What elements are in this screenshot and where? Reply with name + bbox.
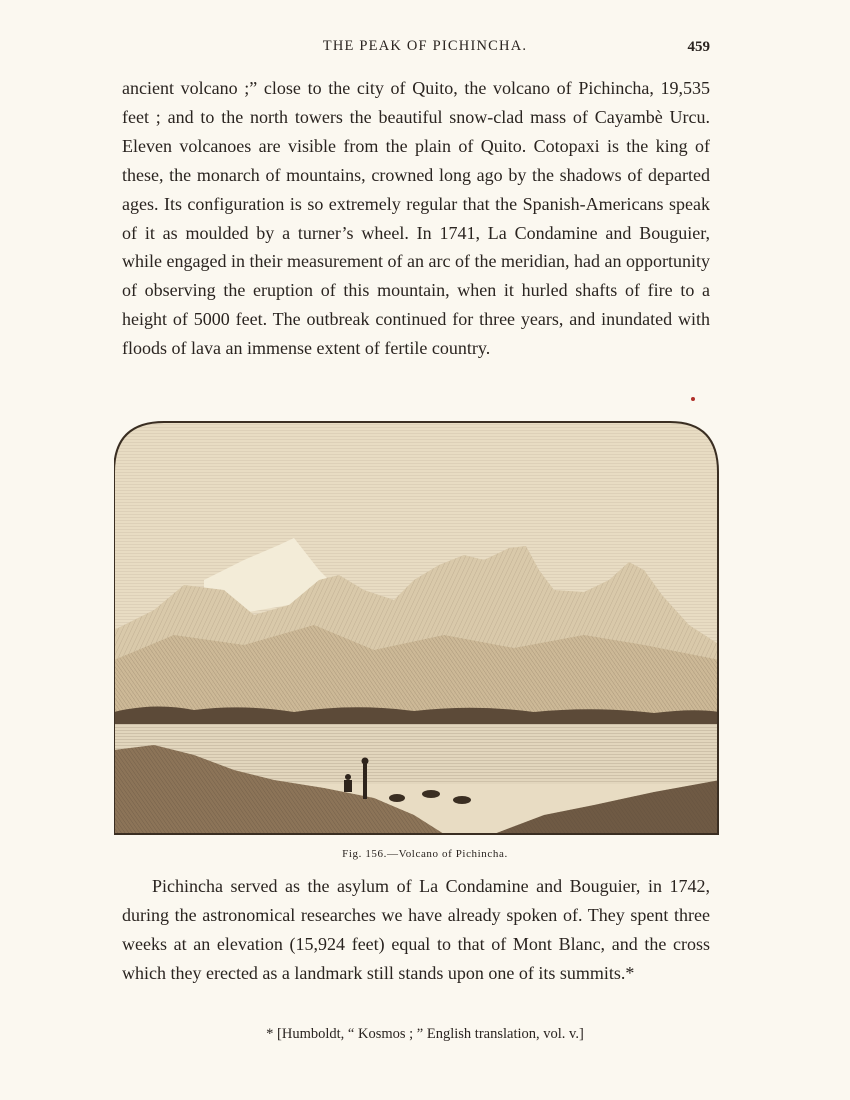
body-paragraph-2: Pichincha served as the asylum of La Condamine and Bouguier, in 1742, during the astronomical researches we have already spoken of. They spent three weeks at an elevation (15,924 feet) equal to that of Mont Blanc, and the cross which they erected as a landmark still stands upon one of its summits.*: [122, 876, 710, 983]
running-head: [0, 38, 850, 60]
figure-engraving: [114, 420, 720, 836]
ink-mark: [691, 397, 695, 401]
body-paragraph-1: ancient volcano ;” close to the city of Quito, the volcano of Pichincha, 19,535 feet ; and to the north towers the beautiful snow-clad mass of Cayambè Urcu. Eleven volcanoes are visible from the plain of Quito. Cotopaxi is the king of these, the monarch of mountains, crowned long ago by the shadows of departed ages. Its configuration is so extremely regular that the Spanish-Americans speak of it as moulded by a turner’s wheel. In 1741, La Condamine and Bouguier, while engaged in their measurement of an arc of the meridian, had an opportunity of observing the eruption of this mountain, when it hurled shafts of fire to a height of 5000 feet. The outbreak continued for three years, and inundated with floods of lava an immense extent of fertile country.: [122, 78, 710, 359]
footnote: * [Humboldt, “ Kosmos ; ” English translation, vol. v.]: [266, 1026, 584, 1042]
volcano-illustration: [114, 420, 720, 836]
page-number: 459: [687, 39, 710, 55]
running-head-title: THE PEAK OF PICHINCHA.: [322, 38, 528, 54]
figure-caption: Fig. 156.—Volcano of Pichincha.: [342, 848, 508, 860]
